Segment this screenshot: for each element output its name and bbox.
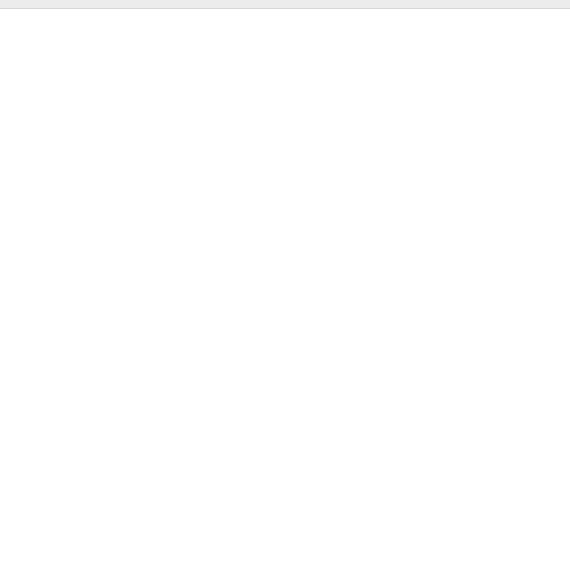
table-of-contents (114, 27, 455, 44)
section-title (114, 31, 455, 41)
top-scroll-bar (0, 0, 570, 9)
page-footer (0, 555, 456, 569)
